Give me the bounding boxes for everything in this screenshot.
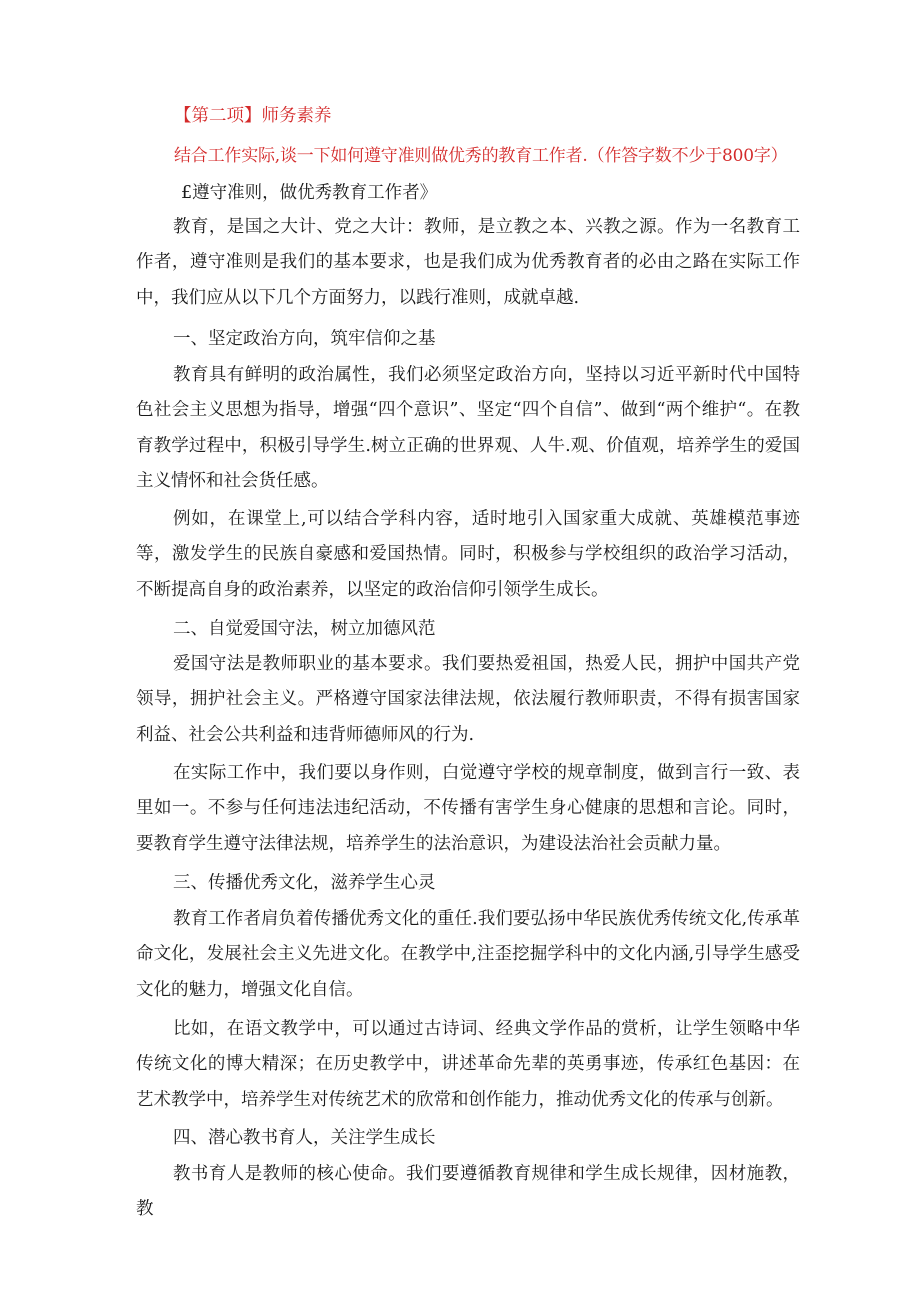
section-heading-2: 二、自觉爱国守法，树立加德风范: [173, 619, 436, 639]
paragraph-teaching: 教书育人是教师的核心使命。我们要遵循教育规律和学生成长规律，因材施教，教: [136, 1164, 800, 1220]
paragraph-culture: 教育工作者肩负着传播优秀文化的重任.我们要弘扬中华民族优秀传统文化,传承革命文化，发展社会主义先进文化。在教学中,注歪挖掘学科中的文化内涵,引导学生感受文化的魅力，增强文化自信。: [136, 909, 800, 1000]
paragraph-law: 爱国守法是教师职业的基本要求。我们要热爱祖国，热爱人民，拥护中国共产党领导，拥护社会主义。严格遵守国家法律法规，依法履行教师职责，不得有损害国家利益、社会公共利益和违背师德师风的行为.: [136, 654, 800, 745]
section-heading-1: 一、坚定政治方向，筑牢信仰之基: [173, 329, 436, 349]
essay-title: £遵守准则，做优秀教育工作者》: [181, 183, 438, 203]
section-heading-3: 三、传播优秀文化，滋养学生心灵: [173, 873, 436, 893]
paragraph-intro: 教育，是国之大计、党之大计：教师，是立教之本、兴教之源。作为一名教育工作者，遵守准则是我们的基本要求，也是我们成为优秀教育者的必由之路在实际工作中，我们应从以下几个方面努力，以践行准则，成就卓越.: [136, 217, 800, 308]
paragraph-politics-example: 例如，在课堂上,可以结合学科内容，适时地引入国家重大成就、英雄模范事迹等，激发学生的民族自豪感和爱国热情。同时，积极参与学校组织的政治学习活动，不断提高自身的政治素养，以坚定的政治信仰引领学生成长。: [136, 509, 800, 600]
question-text: 结合工作实际,谈一下如何遵守准则做优秀的教育工作者.（作答字数不少于800字）: [174, 146, 788, 166]
paragraph-law-practice: 在实际工作中，我们要以身作则，白觉遵守学校的规章制度，做到言行一致、表里如一。不参与任何违法违纪活动，不传播有害学生身心健康的思想和言论。同时，要教育学生遵守法律法规，培养学生的法治意识，为建设法治社会贡献力量。: [136, 763, 800, 854]
paragraph-politics: 教育具有鲜明的政治属性，我们必须坚定政治方向，坚持以习近平新时代中国特色社会主义思想为指导，增强“四个意识”、坚定“四个自信”、做到“两个维护“。在教育教学过程中，积极引导学生.树立正确的世界观、人牛.观、价值观，培养学生的爱国主义情怀和社会货任感。: [136, 365, 800, 492]
section-heading-4: 四、潜心教书育人，关注学生成长: [173, 1128, 436, 1148]
paragraph-culture-example: 比如，在语文教学中，可以通过古诗词、经典文学作品的赏析，让学生领略中华传统文化的博大精深；在历史教学中，讲述革命先辈的英勇事迹，传承红色基因：在艺术教学中，培养学生对传统艺术的欣常和创作能力，推动优秀文化的传承与创新。: [136, 1019, 800, 1110]
section-title: 【第二项】师务素养: [174, 106, 332, 126]
